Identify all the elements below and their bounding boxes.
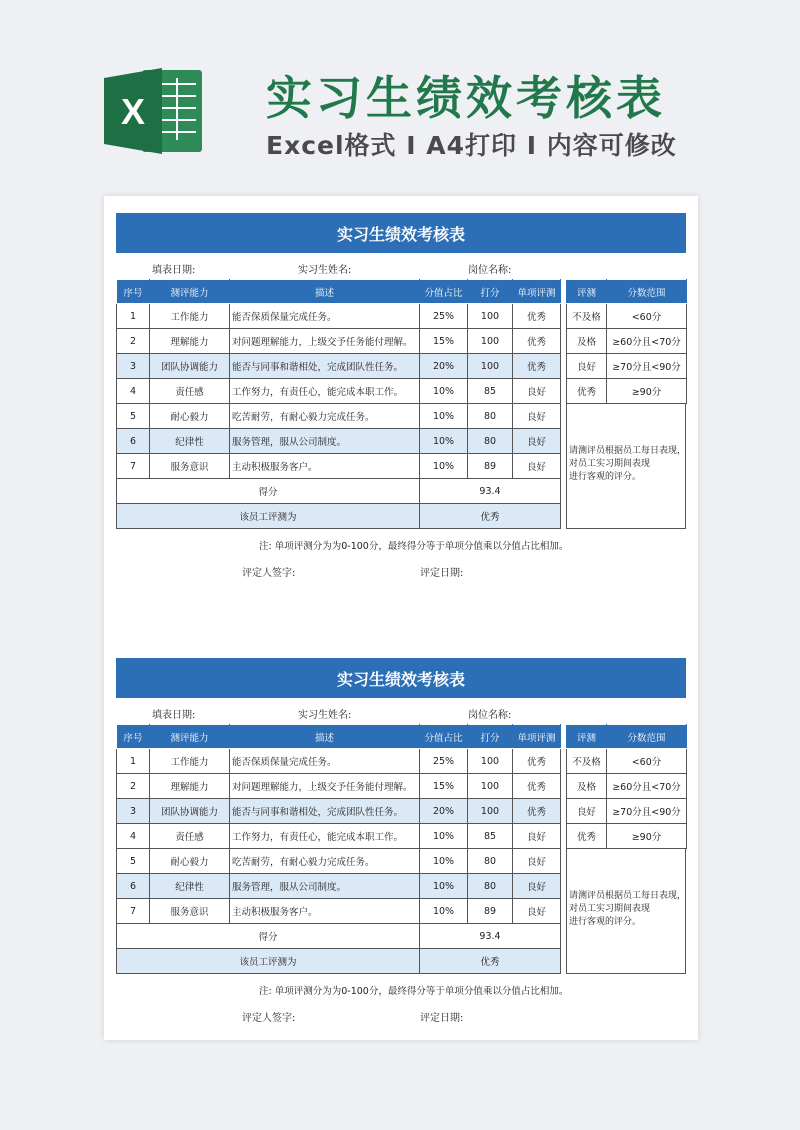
header-eval: 单项评测 <box>513 280 561 304</box>
row-no: 4 <box>117 824 150 849</box>
instruction-line: 请测评员根据员工每日表现， <box>569 891 687 901</box>
footnote: 注: 单项评测分为为0-100分，最终得分等于单项分值乘以分值占比相加。 <box>259 986 569 997</box>
grade-row <box>567 354 687 379</box>
grade-range: <60分 <box>607 749 687 774</box>
appraisal-form <box>116 213 686 583</box>
header-ability: 测评能力 <box>150 725 230 749</box>
table-row <box>117 379 561 404</box>
header-ability: 测评能力 <box>150 280 230 304</box>
rating-value: 优秀 <box>420 504 561 529</box>
row-eval: 良好 <box>513 404 561 429</box>
row-score: 89 <box>468 454 513 479</box>
total-label: 得分 <box>117 924 420 949</box>
grade-row <box>567 799 687 824</box>
page-title: 实习生绩效考核表 <box>266 71 666 125</box>
row-desc: 主动积极服务客户。 <box>230 899 420 924</box>
row-ability: 纪律性 <box>150 429 230 454</box>
fill-date-label: 填表日期: <box>152 710 196 721</box>
row-weight: 15% <box>420 329 468 354</box>
header-weight: 分值占比 <box>420 280 468 304</box>
form-title: 实习生绩效考核表 <box>116 658 686 698</box>
total-row <box>117 924 561 949</box>
row-ability: 团队协调能力 <box>150 354 230 379</box>
row-no: 7 <box>117 899 150 924</box>
grade-range: ≥70分且<90分 <box>607 799 687 824</box>
evaluation-date-label: 评定日期: <box>420 568 464 579</box>
row-score: 80 <box>468 404 513 429</box>
header-no: 序号 <box>117 280 150 304</box>
rating-value: 优秀 <box>420 949 561 974</box>
row-eval: 良好 <box>513 429 561 454</box>
grade-table <box>566 279 687 404</box>
header-weight: 分值占比 <box>420 725 468 749</box>
instruction-line: 请测评员根据员工每日表现， <box>569 446 687 456</box>
grade-table-header <box>567 725 687 749</box>
row-no: 1 <box>117 749 150 774</box>
row-desc: 能否保质保量完成任务。 <box>230 304 420 329</box>
grade-legend <box>566 279 686 529</box>
row-score: 100 <box>468 329 513 354</box>
row-weight: 10% <box>420 899 468 924</box>
rating-label: 该员工评测为 <box>117 949 420 974</box>
table-row <box>117 749 561 774</box>
fill-date-label: 填表日期: <box>152 265 196 276</box>
score-table-header <box>117 725 561 749</box>
evaluator-instructions <box>566 849 686 974</box>
row-score: 100 <box>468 774 513 799</box>
row-desc: 能否保质保量完成任务。 <box>230 749 420 774</box>
row-desc: 能否与同事和谐相处，完成团队性任务。 <box>230 799 420 824</box>
table-row <box>117 454 561 479</box>
row-score: 85 <box>468 824 513 849</box>
row-eval: 优秀 <box>513 329 561 354</box>
row-desc: 吃苦耐劳，有耐心毅力完成任务。 <box>230 849 420 874</box>
grade-range: ≥90分 <box>607 379 687 404</box>
grade-row <box>567 304 687 329</box>
table-row <box>117 874 561 899</box>
row-no: 2 <box>117 329 150 354</box>
row-ability: 服务意识 <box>150 454 230 479</box>
position-label: 岗位名称: <box>468 710 512 721</box>
row-weight: 10% <box>420 454 468 479</box>
row-weight: 10% <box>420 404 468 429</box>
grade-range: ≥70分且<90分 <box>607 354 687 379</box>
row-ability: 纪律性 <box>150 874 230 899</box>
row-weight: 10% <box>420 874 468 899</box>
row-score: 80 <box>468 429 513 454</box>
row-desc: 服务管理，服从公司制度。 <box>230 429 420 454</box>
banner <box>0 0 800 190</box>
rating-row <box>117 504 561 529</box>
grade-name: 良好 <box>567 354 607 379</box>
instruction-line: 对员工实习期间表现 <box>569 904 651 914</box>
grade-range: ≥60分且<70分 <box>607 774 687 799</box>
row-eval: 优秀 <box>513 774 561 799</box>
score-table-header <box>117 280 561 304</box>
grade-row <box>567 774 687 799</box>
position-label: 岗位名称: <box>468 265 512 276</box>
row-eval: 良好 <box>513 379 561 404</box>
footnote: 注: 单项评测分为为0-100分，最终得分等于单项分值乘以分值占比相加。 <box>259 541 569 552</box>
row-desc: 服务管理，服从公司制度。 <box>230 874 420 899</box>
total-value: 93.4 <box>420 924 561 949</box>
rating-label: 该员工评测为 <box>117 504 420 529</box>
header-range: 分数范围 <box>607 725 687 749</box>
row-weight: 10% <box>420 379 468 404</box>
header-range: 分数范围 <box>607 280 687 304</box>
instruction-line: 进行客观的评分。 <box>569 917 642 927</box>
intern-name-label: 实习生姓名: <box>298 710 352 721</box>
row-ability: 团队协调能力 <box>150 799 230 824</box>
table-row <box>117 429 561 454</box>
grade-name: 优秀 <box>567 824 607 849</box>
row-weight: 20% <box>420 799 468 824</box>
excel-logo-icon <box>104 66 204 156</box>
header-desc: 描述 <box>230 725 420 749</box>
row-weight: 25% <box>420 749 468 774</box>
row-weight: 10% <box>420 824 468 849</box>
row-no: 1 <box>117 304 150 329</box>
row-ability: 耐心毅力 <box>150 404 230 429</box>
grade-table <box>566 724 687 849</box>
grade-row <box>567 329 687 354</box>
grade-name: 优秀 <box>567 379 607 404</box>
score-table <box>116 724 561 974</box>
row-eval: 良好 <box>513 899 561 924</box>
header-score: 打分 <box>468 280 513 304</box>
page-subtitle: Excel格式 I A4打印 I 内容可修改 <box>266 131 677 160</box>
table-row <box>117 774 561 799</box>
rating-row <box>117 949 561 974</box>
row-ability: 理解能力 <box>150 329 230 354</box>
evaluator-sign-label: 评定人签字: <box>242 1013 296 1024</box>
row-score: 89 <box>468 899 513 924</box>
row-ability: 理解能力 <box>150 774 230 799</box>
row-ability: 工作能力 <box>150 304 230 329</box>
row-score: 80 <box>468 874 513 899</box>
row-no: 5 <box>117 849 150 874</box>
instruction-line: 对员工实习期间表现 <box>569 459 651 469</box>
evaluator-sign-label: 评定人签字: <box>242 568 296 579</box>
total-value: 93.4 <box>420 479 561 504</box>
grade-name: 及格 <box>567 329 607 354</box>
row-eval: 优秀 <box>513 304 561 329</box>
instruction-line: 进行客观的评分。 <box>569 472 642 482</box>
row-no: 6 <box>117 429 150 454</box>
row-no: 3 <box>117 799 150 824</box>
header-no: 序号 <box>117 725 150 749</box>
row-eval: 优秀 <box>513 354 561 379</box>
grade-range: ≥60分且<70分 <box>607 329 687 354</box>
row-desc: 主动积极服务客户。 <box>230 454 420 479</box>
row-weight: 15% <box>420 774 468 799</box>
row-desc: 工作努力，有责任心，能完成本职工作。 <box>230 824 420 849</box>
row-score: 100 <box>468 304 513 329</box>
row-ability: 耐心毅力 <box>150 849 230 874</box>
evaluation-date-label: 评定日期: <box>420 1013 464 1024</box>
row-ability: 工作能力 <box>150 749 230 774</box>
grade-name: 及格 <box>567 774 607 799</box>
header-score: 打分 <box>468 725 513 749</box>
total-label: 得分 <box>117 479 420 504</box>
header-grade: 评测 <box>567 280 607 304</box>
row-score: 85 <box>468 379 513 404</box>
row-eval: 良好 <box>513 454 561 479</box>
row-weight: 10% <box>420 849 468 874</box>
grade-range: <60分 <box>607 304 687 329</box>
row-no: 3 <box>117 354 150 379</box>
row-desc: 对问题理解能力，上级交予任务能付理解。 <box>230 774 420 799</box>
row-desc: 对问题理解能力，上级交予任务能付理解。 <box>230 329 420 354</box>
grade-table-header <box>567 280 687 304</box>
row-score: 100 <box>468 354 513 379</box>
grade-name: 不及格 <box>567 304 607 329</box>
row-weight: 20% <box>420 354 468 379</box>
row-no: 6 <box>117 874 150 899</box>
grade-row <box>567 824 687 849</box>
row-eval: 优秀 <box>513 799 561 824</box>
row-score: 80 <box>468 849 513 874</box>
row-ability: 责任感 <box>150 379 230 404</box>
table-row <box>117 304 561 329</box>
grade-legend <box>566 724 686 974</box>
row-no: 4 <box>117 379 150 404</box>
table-row <box>117 799 561 824</box>
row-no: 5 <box>117 404 150 429</box>
total-row <box>117 479 561 504</box>
evaluator-instructions <box>566 404 686 529</box>
row-score: 100 <box>468 799 513 824</box>
grade-row <box>567 379 687 404</box>
table-row <box>117 824 561 849</box>
grade-name: 良好 <box>567 799 607 824</box>
row-desc: 工作努力，有责任心，能完成本职工作。 <box>230 379 420 404</box>
row-ability: 责任感 <box>150 824 230 849</box>
grade-row <box>567 749 687 774</box>
grade-name: 不及格 <box>567 749 607 774</box>
table-row <box>117 899 561 924</box>
score-table <box>116 279 561 529</box>
row-eval: 良好 <box>513 849 561 874</box>
row-eval: 良好 <box>513 874 561 899</box>
row-eval: 优秀 <box>513 749 561 774</box>
header-desc: 描述 <box>230 280 420 304</box>
intern-name-label: 实习生姓名: <box>298 265 352 276</box>
row-no: 7 <box>117 454 150 479</box>
table-row <box>117 354 561 379</box>
logo-letter: X <box>120 91 146 132</box>
row-no: 2 <box>117 774 150 799</box>
table-row <box>117 404 561 429</box>
row-weight: 25% <box>420 304 468 329</box>
header-eval: 单项评测 <box>513 725 561 749</box>
row-ability: 服务意识 <box>150 899 230 924</box>
table-row <box>117 849 561 874</box>
form-title: 实习生绩效考核表 <box>116 213 686 253</box>
row-eval: 良好 <box>513 824 561 849</box>
row-weight: 10% <box>420 429 468 454</box>
row-desc: 吃苦耐劳，有耐心毅力完成任务。 <box>230 404 420 429</box>
table-row <box>117 329 561 354</box>
grade-range: ≥90分 <box>607 824 687 849</box>
header-grade: 评测 <box>567 725 607 749</box>
row-score: 100 <box>468 749 513 774</box>
appraisal-form <box>116 658 686 1028</box>
row-desc: 能否与同事和谐相处，完成团队性任务。 <box>230 354 420 379</box>
